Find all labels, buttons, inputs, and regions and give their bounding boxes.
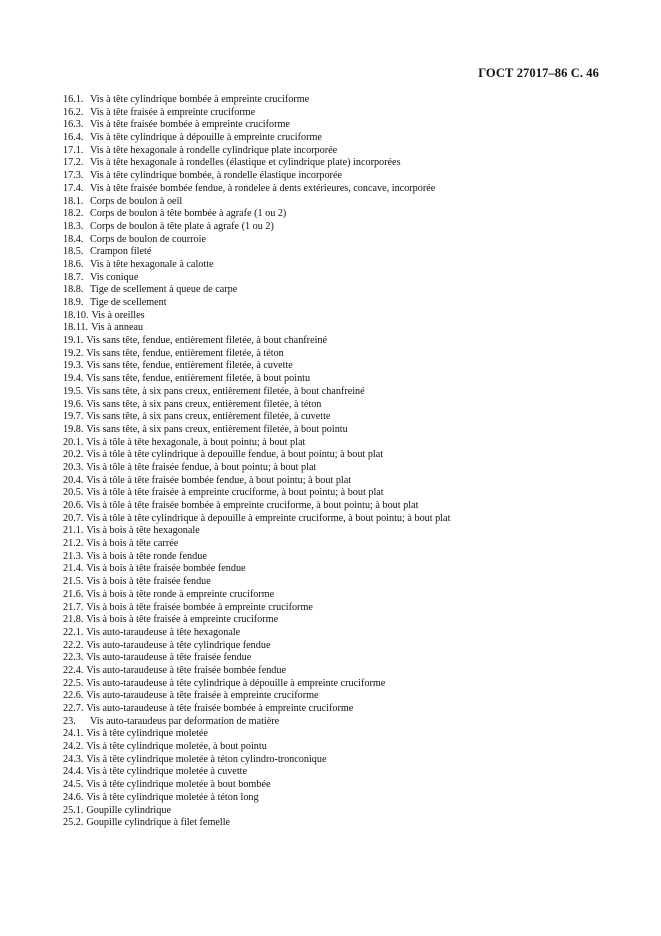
- item-text: Vis à tête fraisée bombée fendue, à rondelee à dents extérieures, concave, incorporée: [90, 182, 436, 194]
- item-text: Vis à bois à tête fraisée bombée à empreinte cruciforme: [86, 601, 313, 613]
- item-text: Vis sans tête, fendue, entièrement filetée, à bout pointu: [86, 373, 311, 385]
- item-text: Vis à bois à tête ronde fendue: [86, 550, 207, 562]
- list-item: [63, 728, 623, 741]
- item-number: 19.3.: [63, 360, 84, 372]
- list-item: [63, 132, 623, 145]
- item-number: 16.3.: [63, 119, 84, 131]
- list-item: [63, 805, 623, 818]
- item-text: Vis sans tête, fendue, entièrement filetée, à cuvette: [86, 360, 293, 372]
- item-text: Vis sans tête, fendue, entièrement filetée, à téton: [86, 347, 284, 359]
- list-item: [63, 145, 623, 158]
- item-text: Corps de boulon à oeil: [90, 195, 183, 207]
- item-text: Vis à tête cylindrique bombée à empreinte cruciforme: [90, 94, 310, 105]
- item-number: 21.7.: [63, 601, 84, 613]
- list-item: [63, 386, 623, 399]
- item-number: 24.2.: [63, 741, 84, 753]
- list-item: [63, 449, 623, 462]
- item-number: 24.4.: [63, 766, 84, 778]
- item-text: Vis conique: [90, 271, 139, 283]
- item-text: Vis à tête hexagonale à rondelle cylindrique plate incorporée: [90, 144, 338, 156]
- item-number: 20.4.: [63, 474, 84, 486]
- list-item: [63, 614, 623, 627]
- item-text: Vis sans tête, à six pans creux, entièrement filetée, à bout chanfreiné: [86, 385, 365, 397]
- item-text: Vis à bois à tête carrée: [86, 538, 179, 550]
- item-text: Vis sans tête, à six pans creux, entièrement filetée, à bout pointu: [86, 423, 348, 435]
- item-text: Vis à tête cylindrique moletée, à bout pointu: [86, 741, 267, 753]
- item-number: 23.: [63, 715, 76, 727]
- list-item: [63, 817, 623, 830]
- item-text: Corps de boulon à tête plate à agrafe (1 ou 2): [90, 220, 274, 232]
- item-text: Goupille cylindrique: [86, 804, 171, 816]
- list-item: [63, 221, 623, 234]
- item-text: Vis auto-taraudeuse à tête fraisée à empreinte cruciforme: [86, 690, 319, 702]
- item-text: Corps de boulon de courroie: [90, 233, 206, 245]
- item-text: Vis à bois à tête fraisée fendue: [86, 576, 211, 588]
- page-header: ГОСТ 27017–86 С. 46: [478, 66, 599, 80]
- item-text: Vis à tête cylindrique moletée à bout bombée: [86, 779, 271, 791]
- list-item: [63, 779, 623, 792]
- list-item: [63, 678, 623, 691]
- item-text: Tige de scellement: [90, 297, 167, 308]
- item-number: 18.2.: [63, 208, 84, 220]
- item-number: 25.2.: [63, 817, 84, 829]
- item-text: Vis à tête cylindrique moletée à téton long: [86, 791, 259, 803]
- item-number: 19.4.: [63, 373, 84, 385]
- list-item: [63, 208, 623, 221]
- item-number: 21.2.: [63, 538, 84, 550]
- list-item: [63, 259, 623, 272]
- item-number: 22.1.: [63, 626, 84, 638]
- list-item: [63, 652, 623, 665]
- list-item: [63, 399, 623, 412]
- list-item: [63, 310, 623, 323]
- item-text: Vis à tôle à tête fraisée fendue, à bout pointu; à bout plat: [86, 461, 317, 473]
- item-number: 25.1.: [63, 804, 84, 816]
- item-text: Vis à tête cylindrique à dépouille à empreinte cruciforme: [90, 132, 322, 144]
- list-item: [63, 196, 623, 209]
- item-text: Vis auto-taraudeuse à tête fraisée bombée fendue: [86, 664, 287, 676]
- list-item: [63, 475, 623, 488]
- item-number: 17.4.: [63, 182, 84, 194]
- item-number: 20.1.: [63, 436, 84, 448]
- list-item: [63, 437, 623, 450]
- item-text: Tige de scellement à queue de carpe: [90, 284, 238, 296]
- list-item: [63, 500, 623, 513]
- item-number: 21.3.: [63, 550, 84, 562]
- list-item: [63, 411, 623, 424]
- item-text: Vis auto-taraudeus par deformation de matière: [90, 715, 280, 727]
- item-number: 19.1.: [63, 335, 84, 347]
- item-text: Vis sans tête, à six pans creux, entièrement filetée, à cuvette: [86, 411, 331, 423]
- list-item: [63, 563, 623, 576]
- item-number: 18.3.: [63, 220, 84, 232]
- item-text: Vis à tête hexagonale à calotte: [90, 258, 214, 270]
- item-text: Vis à tête cylindrique moletée: [86, 728, 208, 740]
- item-text: Crampon fileté: [90, 246, 152, 258]
- item-number: 17.2.: [63, 157, 84, 169]
- item-text: Vis auto-taraudeuse à tête cylindrique à dépouille à empreinte cruciforme: [86, 677, 386, 689]
- item-number: 19.7.: [63, 411, 84, 423]
- item-number: 18.9.: [63, 297, 84, 308]
- item-number: 24.3.: [63, 753, 84, 765]
- list-item: [63, 373, 623, 386]
- list-item: [63, 462, 623, 475]
- item-number: 16.4.: [63, 132, 84, 144]
- item-number: 19.6.: [63, 398, 84, 410]
- item-number: 21.6.: [63, 588, 84, 600]
- list-item: [63, 170, 623, 183]
- item-text: Vis à tôle à tête fraisée à empreinte cruciforme, à bout pointu; à bout plat: [86, 487, 384, 499]
- list-item: [63, 602, 623, 615]
- item-number: 24.1.: [63, 728, 84, 740]
- item-number: 22.2.: [63, 639, 84, 651]
- list-item: [63, 297, 623, 310]
- list-item: [63, 322, 623, 335]
- item-number: 17.3.: [63, 170, 84, 182]
- list-item: [63, 94, 623, 107]
- list-item: [63, 246, 623, 259]
- item-number: 21.4.: [63, 563, 84, 575]
- item-text: Vis à tête cylindrique moletée à cuvette: [86, 766, 247, 778]
- item-number: 21.5.: [63, 576, 84, 588]
- item-text: Vis auto-taraudeuse à tête fraisée fendue: [86, 652, 252, 664]
- item-text: Vis à bois à tête fraisée bombée fendue: [86, 563, 246, 575]
- item-number: 18.4.: [63, 233, 84, 245]
- list-item: [63, 690, 623, 703]
- list-item: [63, 525, 623, 538]
- item-number: 21.8.: [63, 614, 84, 626]
- item-text: Vis sans tête, à six pans creux, entièrement filetée, à téton: [86, 398, 322, 410]
- item-number: 18.6.: [63, 258, 84, 270]
- item-number: 21.1.: [63, 525, 84, 537]
- list-item: [63, 119, 623, 132]
- list-item: [63, 640, 623, 653]
- item-number: 22.5.: [63, 677, 84, 689]
- item-number: 22.4.: [63, 664, 84, 676]
- item-number: 18.7.: [63, 271, 84, 283]
- list-item: [63, 716, 623, 729]
- list-item: [63, 766, 623, 779]
- item-number: 16.1.: [63, 94, 84, 105]
- item-text: Vis auto-taraudeuse à tête cylindrique fendue: [86, 639, 271, 651]
- list-item: [63, 424, 623, 437]
- item-number: 18.10.: [63, 309, 89, 321]
- list-item: [63, 360, 623, 373]
- item-text: Vis à tôle à tête cylindrique à depouille à empreinte cruciforme, à bout pointu; à bout plat: [86, 512, 451, 524]
- item-number: 19.8.: [63, 423, 84, 435]
- item-number: 19.2.: [63, 347, 84, 359]
- list-item: [63, 627, 623, 640]
- item-text: Vis à tête cylindrique moletée à téton cylindro-tronconique: [86, 753, 327, 765]
- list-item: [63, 335, 623, 348]
- item-text: Vis à tôle à tête cylindrique à depouille fendue, à bout pointu; à bout plat: [86, 449, 384, 461]
- list-item: [63, 107, 623, 120]
- list-item: [63, 234, 623, 247]
- item-number: 22.6.: [63, 690, 84, 702]
- list-item: [63, 538, 623, 551]
- item-text: Vis à tôle à tête hexagonale, à bout pointu; à bout plat: [86, 436, 306, 448]
- item-text: Vis à bois à tête hexagonale: [86, 525, 200, 537]
- list-item: [63, 665, 623, 678]
- item-text: Vis à tôle à tête fraisée bombée fendue, à bout pointu; à bout plat: [86, 474, 352, 486]
- item-text: Vis à tête fraisée bombée à empreinte cruciforme: [90, 119, 290, 131]
- item-number: 17.1.: [63, 144, 84, 156]
- item-number: 20.3.: [63, 461, 84, 473]
- item-text: Vis à bois à tête fraisée à empreinte cruciforme: [86, 614, 279, 626]
- item-text: Vis auto-taraudeuse à tête fraisée bombée à empreinte cruciforme: [86, 703, 354, 714]
- item-number: 20.7.: [63, 512, 84, 524]
- item-text: Vis à tête hexagonale à rondelles (élastique et cylindrique plate) incorporées: [90, 157, 401, 169]
- item-text: Vis auto-taraudeuse à tête hexagonale: [86, 626, 241, 638]
- item-text: Vis à tôle à tête fraisée bombée à empreinte cruciforme, à bout pointu; à bout plat: [86, 500, 419, 511]
- list-item: [63, 703, 623, 716]
- item-text: Vis à tête fraisée à empreinte cruciforme: [90, 106, 256, 118]
- item-number: 18.8.: [63, 284, 84, 296]
- item-text: Vis à oreilles: [91, 309, 145, 321]
- item-number: 18.1.: [63, 195, 84, 207]
- item-text: Corps de boulon à tête bombée à agrafe (1 ou 2): [90, 208, 287, 220]
- item-number: 20.5.: [63, 487, 84, 499]
- item-number: 24.5.: [63, 779, 84, 791]
- item-number: 22.7.: [63, 703, 84, 714]
- item-number: 22.3.: [63, 652, 84, 664]
- item-text: Vis sans tête, fendue, entièrement filetée, à bout chanfreiné: [86, 335, 328, 347]
- item-number: 20.2.: [63, 449, 84, 461]
- list-item: [63, 513, 623, 526]
- list-item: [63, 183, 623, 196]
- item-number: 16.2.: [63, 106, 84, 118]
- item-text: Vis à anneau: [91, 322, 144, 334]
- list-item: [63, 792, 623, 805]
- list-item: [63, 754, 623, 767]
- item-number: 18.5.: [63, 246, 84, 258]
- list-item: [63, 576, 623, 589]
- list-item: [63, 157, 623, 170]
- list-item: [63, 272, 623, 285]
- item-text: Vis à bois à tête ronde à empreinte cruciforme: [86, 588, 275, 600]
- term-list: [63, 94, 623, 830]
- item-number: 20.6.: [63, 500, 84, 511]
- list-item: [63, 487, 623, 500]
- list-item: [63, 551, 623, 564]
- item-text: Goupille cylindrique à filet femelle: [86, 817, 231, 829]
- item-number: 19.5.: [63, 385, 84, 397]
- list-item: [63, 348, 623, 361]
- item-number: 18.11.: [63, 322, 89, 334]
- item-number: 24.6.: [63, 791, 84, 803]
- list-item: [63, 589, 623, 602]
- list-item: [63, 741, 623, 754]
- list-item: [63, 284, 623, 297]
- item-text: Vis à tête cylindrique bombée, à rondelle élastique incorporée: [90, 170, 342, 182]
